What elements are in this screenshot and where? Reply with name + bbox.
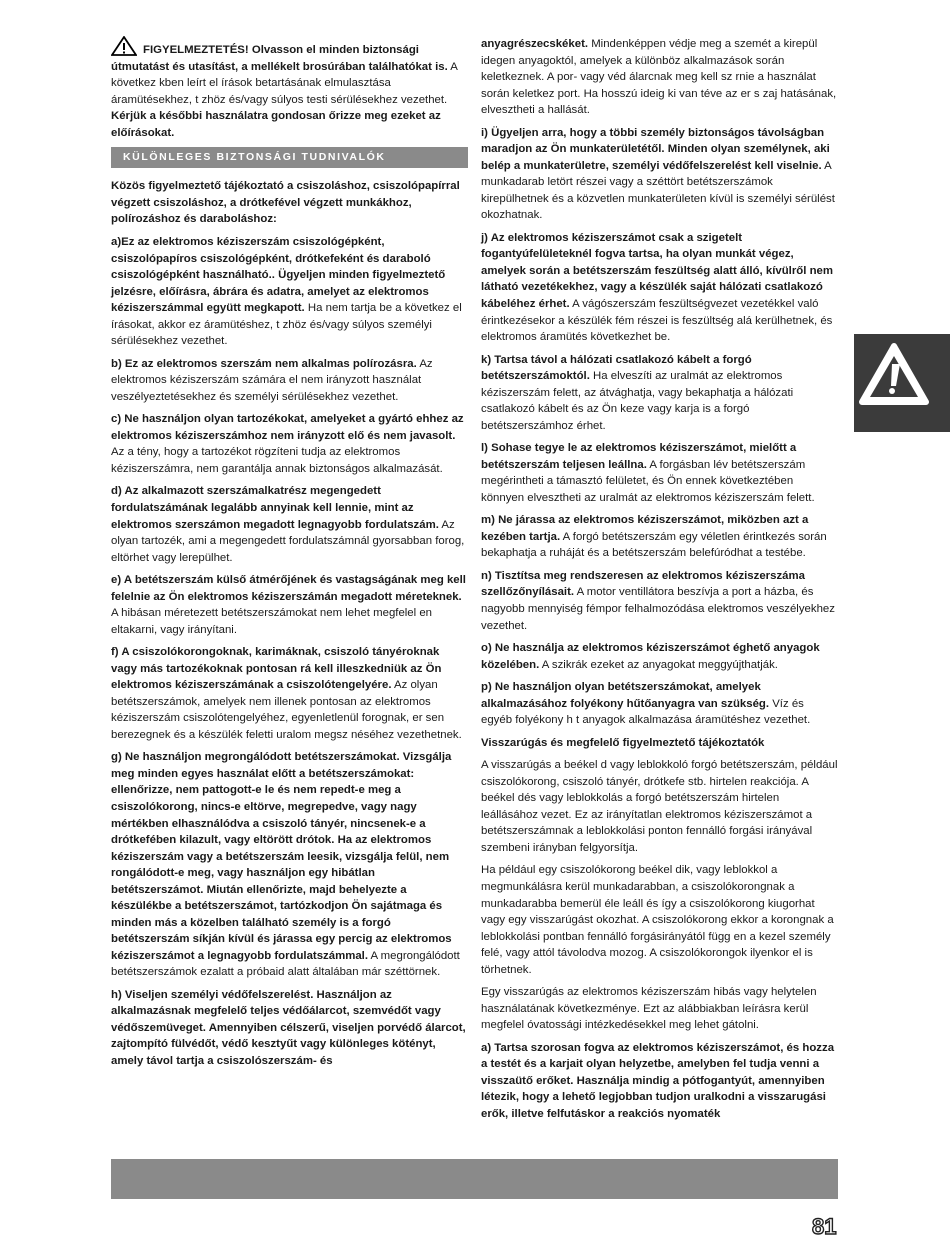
list-item — [481, 640, 838, 673]
item-bold: o) Ne használja az elektromos kéziszerszámot éghető anyagok közelében. — [481, 642, 820, 671]
exclamation-icon — [854, 340, 934, 410]
item-text: A szikrák ezeket az anyagokat meggyújthatják. — [539, 658, 778, 671]
list-item — [111, 356, 468, 406]
list-item — [481, 679, 838, 729]
item-text: A munkadarab letört részei vagy a széttört betétszerszámok kirepülhetnek és a közvetlen munkaterületen kívül is személyi sérülést okozhatnak. — [481, 159, 835, 222]
item-text: A motor ventillátora beszívja a port a házba, és nagyobb mennyiség fémpor felhalmozódása elektromos veszélyekhez vezethet. — [481, 586, 835, 632]
intro-text: Közös figyelmeztető tájékoztató a csiszoláshoz, csiszolópapírral végzett csiszoláshoz, a drótkefével végzett munkákhoz, polírozáshoz és daraboláshoz: — [111, 180, 460, 226]
left-column — [111, 36, 468, 1076]
item-text: Mindenképpen védje meg a szemét a kirepül idegen anyagoktól, amelyek a különböz alkalmazások során keletkeznek. A por- vagy véd álarcnak meg kell sz rnie a használat során keletkez port. Ha hosszú ideig ki van téve az er s zaj hatásának, elvesztheti a hallását. — [481, 38, 837, 117]
item-bold: g) Ne használjon megrongálódott betétszerszámokat. Vizsgálja meg minden egyes használat előtt a betétszerszámokat: ellenőrizze, nem pattogott-e le és nem repedt-e meg a csiszolókorong, nincs-e eltörve, megrepedve, vagy nagy mértékben elhasználódva a csiszoló tányér, nincsenek-e a drótkefében kilazult, vagy eltörött drótok. Ha az elektromos kéziszerszám vagy a betétszerszám leesik, vizsgálja felül, nem rongálódott-e meg, vagy használjon egy hibátlan betétszerszámot. Miután ellenőrizte, majd behelyezte a készülékbe a betétszerszámot, tartózkodjon Ön sajátmaga és minden más a közelben található személy is a forgó betétszerszám síkján kívül és járassa egy percig az elektromos kéziszerszámot a legnagyobb fordulatszámmal. — [111, 751, 452, 962]
warning-bold-text: Olvasson el minden biztonsági útmutatást és utasítást, a mellékelt brosúrában találhatókat is. — [111, 44, 448, 73]
list-item — [111, 749, 468, 980]
item-text: Az a tény, hogy a tartozékot rögzíteni tudja az elektromos kéziszerszámra, nem garantálja annak biztonságos alkalmazását. — [111, 446, 443, 475]
body-paragraph: A visszarúgás a beékel d vagy leblokkoló forgó betétszerszám, például csiszolókorong, csiszoló tányér, drótkefe stb. hirtelen reakciója. A beékel dés vagy leblokkolás a forgó betétszerszám hirtelen leállásához vezet. Ez az irányítatlan elektromos kéziszerszámot a betétszerszámnak a leblokkolási ponton fennálló forgási irányával szembeni irányban felgyorsítja. — [481, 759, 838, 854]
list-item — [111, 987, 468, 1070]
item-bold: i) Ügyeljen arra, hogy a többi személy biztonságos távolságban maradjon az Ön munkaterületétől. Minden olyan személynek, aki belép a munkaterületre, személyi védőfelszerelést kell viselnie. — [481, 126, 830, 172]
side-warning-tab — [854, 334, 950, 432]
list-item — [481, 36, 838, 119]
item-text: Víz és egyéb folyékony h t anyagok alkalmazása áramütéshez vezethet. — [481, 697, 811, 727]
item-bold: c) Ne használjon olyan tartozékokat, amelyeket a gyártó ehhez az elektromos kéziszerszámhoz nem irányzott elő és nem javasolt. — [111, 413, 464, 442]
list-item — [111, 234, 468, 350]
warning-triangle-icon — [111, 36, 137, 56]
item-bold: h) Viseljen személyi védőfelszerelést. Használjon az alkalmazásnak megfelelő teljes védőálarcot, szemvédőt vagy védőszemüveget. Amennyiben célszerű, viseljen porvédő álarcot, zajtompító fülvédőt, védő kesztyűt vagy különleges kötényt, amely távol tartja a csiszolószerszám- és — [111, 988, 466, 1067]
item-text: Az elektromos kéziszerszám számára el nem irányzott használat veszélyeztetésekhez és személyi sérülésekhez vezethet. — [111, 357, 433, 403]
list-item — [481, 125, 838, 224]
item-text: A vágószerszám feszültségvezet vezetékkel való érintkezésekor a készülék fém részei is feszültség alá kerülhetnek, és elektromos áramütés következhet be. — [481, 297, 833, 344]
item-text: Az olyan tartozék, ami a megengedett fordulatszámnál gyorsabban forog, eltörhet vagy lerepülhet. — [111, 518, 465, 564]
item-text: A forgásban lév betétszerszám megérintheti a támasztó felületet, és Ön ennek következtében könnyen elvesztheti az uralmát az elektromos kéziszerszám felett. — [481, 458, 815, 504]
item-text: Ha elveszíti az uralmát az elektromos kéziszerszám felett, az átvághatja, vagy bekaphatja a hálózati csatlakozó kábelt és az Ön keze vagy karja is a forgó betétszerszámhoz érhet. — [481, 370, 794, 432]
item-text: Az olyan betétszerszámok, amelyek nem illenek pontosan az elektromos kéziszerszám csiszolótengelyéhez, egyenletlenül forognak, er sen berezegnek és a készülék feletti uralom megsz néséhez vezethetnek. — [111, 679, 462, 741]
item-bold: e) A betétszerszám külső átmérőjének és vastagságának meg kell felelnie az Ön elektromos kéziszerszámán megadott méreteknek. — [111, 574, 466, 603]
item-bold: l) Sohase tegye le az elektromos kéziszerszámot, mielőtt a betétszerszám teljesen leállna. — [481, 442, 797, 471]
item-bold: b) Ez az elektromos szerszám nem alkalmas polírozásra. — [111, 357, 417, 370]
item-bold: j) Az elektromos kéziszerszámot csak a szigetelt fogantyúfelületeknél fogva tartsa, ha olyan munkát végez, amelyek során a betétszerszám feszültség alatt álló, kívülről nem látható vezetékekhez, vagy a készülék saját hálózati csatlakozó kábeléhez érhet. — [481, 231, 833, 310]
intro-paragraph — [111, 178, 468, 228]
warning-notice — [111, 36, 468, 141]
warning-text: A következ kben leírt el írások betartásának elmulasztása áramütésekhez, t zhöz és/vagy súlyos testi sérülésekhez vezethet. — [111, 60, 458, 106]
list-item — [111, 483, 468, 566]
item-bold: m) Ne járassa az elektromos kéziszerszámot, miközben azt a kezében tartja. — [481, 514, 809, 543]
section-banner: KÜLÖNLEGES BIZTONSÁGI TUDNIVALÓK — [111, 147, 468, 168]
list-item — [111, 644, 468, 743]
item-bold: f) A csiszolókorongoknak, karimáknak, csiszoló tányéroknak vagy más tartozékoknak pontosan rá kell illeszkedniük az Ön elektromos kéziszerszámának a csiszolótengelyére. — [111, 646, 442, 692]
list-item — [111, 411, 468, 477]
footer-bar — [111, 1159, 838, 1199]
list-item — [481, 568, 838, 634]
body-paragraph: Egy visszarúgás az elektromos kéziszerszám hibás vagy helytelen használatának következménye. Ezt az alábbiakban leírásra kerül megfelel óvatossági intézkedésekkel meg lehet gátolni. — [481, 986, 817, 1032]
list-item — [481, 352, 838, 435]
right-column — [481, 36, 838, 1128]
list-item — [481, 1040, 838, 1123]
list-item — [481, 230, 838, 346]
item-bold: anyagrészecskéket. — [481, 38, 589, 50]
list-item — [481, 440, 838, 506]
item-bold: a)Ez az elektromos kéziszerszám csiszológépként, csiszolópapíros csiszológépként, drótkefeként és daraboló csiszológépként használható.. Ügyeljen minden figyelmeztető jelzésre, előírásra, ábrára és adatra, amelyet az elektromos kéziszerszámmal együtt megkapott. — [111, 236, 446, 315]
item-bold: k) Tartsa távol a hálózati csatlakozó kábelt a forgó betétszerszámoktól. — [481, 353, 752, 383]
item-text: A megrongálódott betétszerszámok ezalatt a próbaid alatt általában már széttörnek. — [111, 949, 460, 979]
item-text: Ha nem tartja be a következ el írásokat, akkor ez áramütéshez, t zhöz és/vagy súlyos személyi sérülésekhez vezethet. — [111, 302, 462, 348]
list-item — [481, 512, 838, 562]
section-subheading: Visszarúgás és megfelelő figyelmeztető tájékoztatók — [481, 736, 765, 749]
item-text: A hibásan méretezett betétszerszámokat nem lehet megfelel en eltakarni, vagy irányítani. — [111, 607, 433, 636]
list-item — [111, 572, 468, 638]
item-bold: n) Tisztítsa meg rendszeresen az elektromos kéziszerszáma szellőzőnyílásait. — [481, 569, 805, 599]
item-bold: a) Tartsa szorosan fogva az elektromos kéziszerszámot, és hozza a testét és a karjait olyan helyzetbe, amelyben fel tudja venni a visszaütő erőket. Használja mindig a pótfogantyút, amennyiben létezik, hogy a lehető legjobban tudjon uralkodni a visszarugási erők, illetve felfutáskor a reakciós nyomaték — [481, 1041, 835, 1120]
body-paragraph: Ha például egy csiszolókorong beékel dik, vagy leblokkol a megmunkálásra kerül munkadarabban, a csiszolókorongnak a munkadarabba bemerül éle leáll és így a csiszolókorong kiugorhat vagy egy visszarúgást okozhat. A csiszolókorong ekkor a korongnak a leblokkolási pontban fennálló forgásirányától függ en a kezel személy felé, vagy attól távolodva mozog. A csiszolókorongok ilyenkor el is törhetnek. — [481, 864, 834, 976]
item-bold: p) Ne használjon olyan betétszerszámokat, amelyek alkalmazásához folyékony hűtőanyagra van szükség. — [481, 681, 770, 710]
page-number: 81 — [812, 1214, 837, 1239]
item-text: A forgó betétszerszám egy véletlen érintkezés során bekaphatja a ruháját és a betétszerszám belefúródhat a testébe. — [481, 530, 827, 560]
warning-label: FIGYELMEZTETÉS! — [143, 44, 249, 56]
warning-keep-text: Kérjük a későbbi használatra gondosan őrizze meg ezeket az előírásokat. — [111, 110, 441, 139]
item-bold: d) Az alkalmazott szerszámalkatrész megengedett fordulatszámának legalább annyinak kell lennie, mint az elektromos szerszámon megadott legnagyobb fordulatszám. — [111, 485, 439, 531]
